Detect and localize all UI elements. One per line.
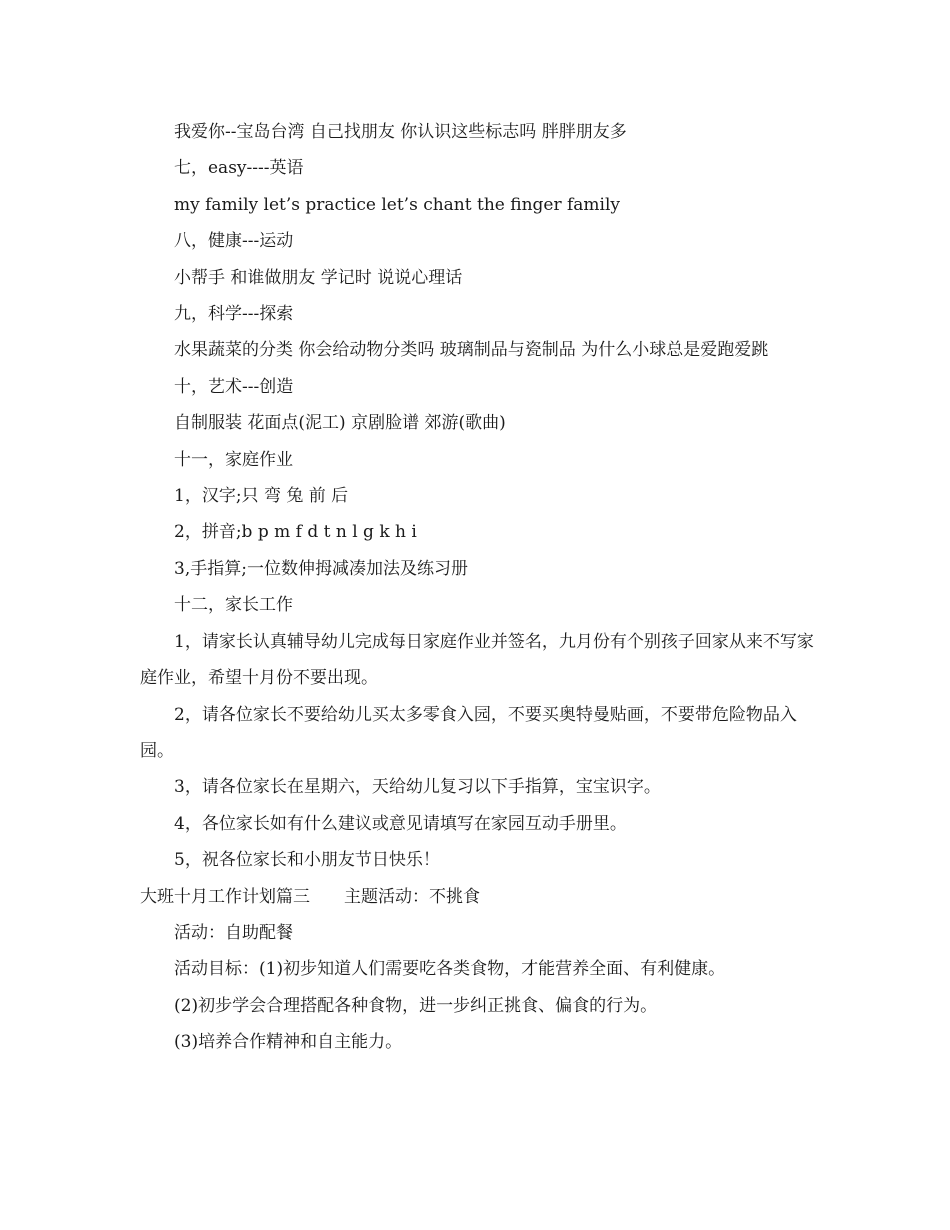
paragraph-13: 3,手指算;一位数伸拇减凑加法及练习册 <box>174 558 468 579</box>
paragraph-4: 八，健康---运动 <box>174 231 294 252</box>
paragraph-3: my family let’s practice let’s chant the finger family <box>174 194 621 215</box>
paragraph-16: 2，请各位家长不要给幼儿买太多零食入园，不要买奥特曼贴画，不要带危险物品入园。 <box>140 704 797 761</box>
paragraph-1: 我爱你--宝岛台湾 自己找朋友 你认识这些标志吗 胖胖朋友多 <box>174 122 627 142</box>
document-body <box>140 114 820 1061</box>
paragraph-14: 十二，家长工作 <box>174 595 293 616</box>
paragraph-15: 1，请家长认真辅导幼儿完成每日家庭作业并签名，九月份有个别孩子回家从来不写家庭作业，希望十月份不要出现。 <box>140 631 814 689</box>
paragraph-9: 自制服装 花面点(泥工) 京剧脸谱 郊游(歌曲) <box>174 413 506 434</box>
paragraph-22: 活动目标：(1)初步知道人们需要吃各类食物，才能营养全面、有利健康。 <box>174 959 726 980</box>
paragraph-19: 5，祝各位家长和小朋友节日快乐！ <box>174 850 440 871</box>
section-heading: 大班十月工作计划篇三 主题活动：不挑食 <box>140 886 480 907</box>
paragraph-12: 2，拼音;b p m f d t n l g k h i <box>174 522 417 543</box>
paragraph-7: 水果蔬菜的分类 你会给动物分类吗 玻璃制品与瓷制品 为什么小球总是爱跑爱跳 <box>174 340 769 361</box>
paragraph-5: 小帮手 和谁做朋友 学记时 说说心理话 <box>174 267 463 288</box>
paragraph-24: (3)培养合作精神和自主能力。 <box>174 1032 403 1053</box>
paragraph-18: 4，各位家长如有什么建议或意见请填写在家园互动手册里。 <box>174 813 627 834</box>
paragraph-21: 活动：自助配餐 <box>174 922 293 943</box>
paragraph-11: 1，汉字;只 弯 兔 前 后 <box>174 486 349 507</box>
paragraph-6: 九，科学---探索 <box>174 304 294 325</box>
paragraph-8: 十，艺术---创造 <box>174 376 294 397</box>
paragraph-17: 3，请各位家长在星期六，天给幼儿复习以下手指算，宝宝识字。 <box>174 777 661 798</box>
paragraph-10: 十一，家庭作业 <box>174 449 293 470</box>
paragraph-23: (2)初步学会合理搭配各种食物，进一步纠正挑食、偏食的行为。 <box>174 995 658 1016</box>
paragraph-2: 七，easy----英语 <box>174 158 304 179</box>
